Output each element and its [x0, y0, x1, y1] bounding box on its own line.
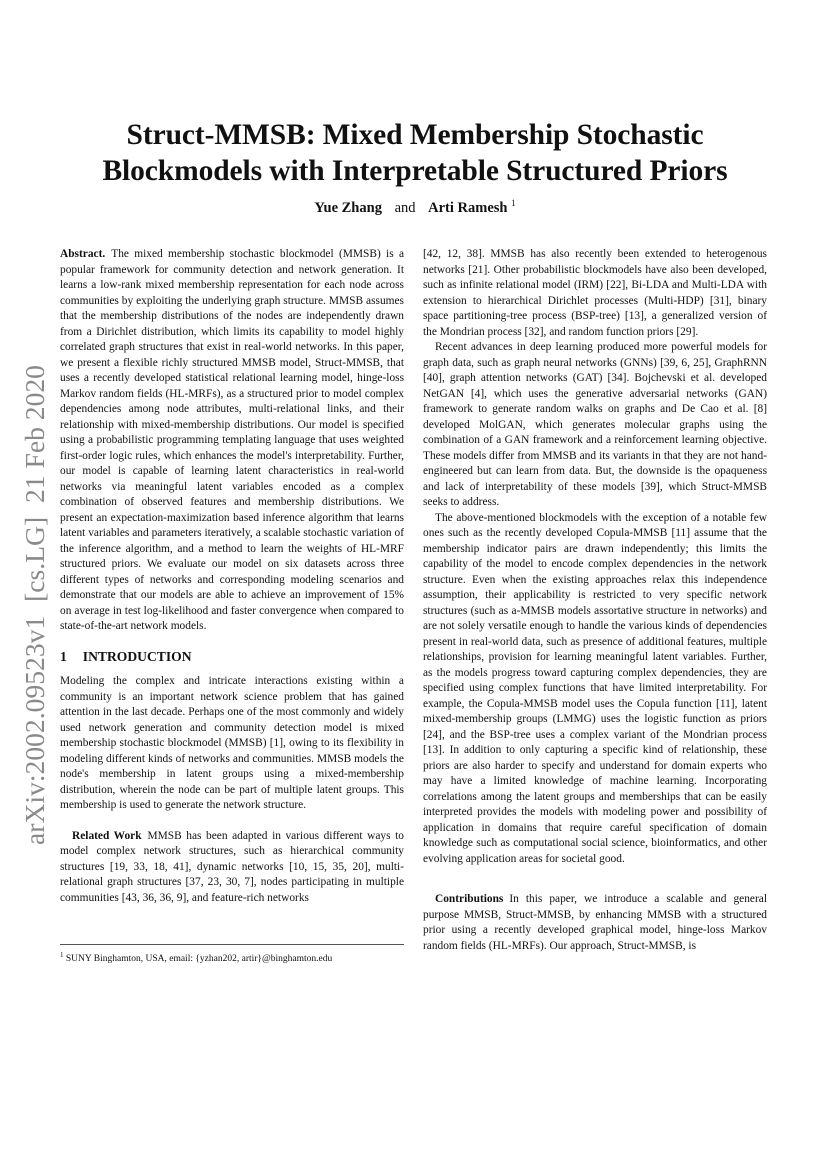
spacer: [60, 814, 404, 829]
footnote-mark: 1: [60, 951, 64, 959]
title-line-2: Blockmodels with Interpretable Structured Priors: [102, 155, 728, 187]
intro-paragraph-continued: [42, 12, 38]. MMSB has also recently been extended to heterogenous networks [21]. Other probabilistic blockmodels have also been developed, such as infinite relational model (IRM) [22], Bi-LDA and Multi-LDA with extension to hierarchical Dirichlet processes (Multi-HDP) [31], binary space partitioning-tree process (BSP-tree) [13], a generalized version of the Mondrian process [32], and random function priors [29].: [423, 248, 767, 338]
related-work-paragraph: [60, 829, 404, 907]
intro-paragraph-1: Modeling the complex and intricate interactions existing within a community is an important network science problem that has gained attention in the last decade. Perhaps one of the most commonly and widely used network generation and community detection model is mixed membership stochastic blockmodel (MMSB) [1], owing to its flexibility in modeling different kinds of networks and communities. MMSB models the node's membership in latent groups using a mixed-membership distribution, wherein the node can be part of multiple latent groups. This membership is used to generate the network structure.: [60, 675, 404, 811]
left-column: [60, 247, 404, 906]
spacer: [423, 867, 767, 892]
author-line: [60, 198, 770, 217]
author-conjunction: and: [394, 199, 416, 216]
right-column: [423, 247, 767, 954]
author-1: Yue Zhang: [314, 199, 382, 216]
abstract-text: The mixed membership stochastic blockmodel (MMSB) is a popular framework for community detection and network generation. It learns a low-rank mixed membership representation for each node across communities by exploiting the underlying graph structure. MMSB assumes that the membership distributions of the nodes are independently drawn from a Dirichlet distribution, which limits its capability to model highly correlated graph structures that exist in real-world networks. In this paper, we present a flexible richly structured MMSB model, Struct-MMSB, that uses a recently developed statistical relational learning model, hinge-loss Markov random fields (HL-MRFs), as a structured prior to model complex dependencies among node attributes, multi-relational links, and their relationship with mixed-membership distributions. Our model is specified using a probabilistic programming templating language that uses weighted first-order logic rules, which enhances the model's interpretability. Further, our model is capable of learning latent characteristics in real-world networks via meaningful latent variables encoded as a complex combination of observed features and membership distributions. We present an expectation-maximization based inference algorithm that learns latent variables and parameters iteratively, a scalable stochastic variation of the inference algorithm, and a method to learn the weights of HL-MRF structured priors. We evaluate our model on six datasets across three different types of networks and corresponding modeling scenarios and demonstrate that our models are able to achieve an improvement of 15% on average in test log-likelihood and faster convergence when compared to state-of-the-art network models.: [60, 248, 404, 632]
author-2-affiliation-mark: 1: [511, 198, 516, 208]
paper-title: [60, 117, 770, 189]
intro-paragraph-deep-learning: Recent advances in deep learning produced more powerful models for graph data, such as graph neural networks (GNNs) [39, 6, 25], GraphRNN [40], graph attention networks (GAT) [34]. Bojchevski et al. developed NetGAN [4], which uses the generative adversarial networks (GAN) framework to generate random walks on graphs and De Cao et al. [8] developed MolGAN, which generates molecular graphs using the combination of a GAN framework and a reinforcement learning objective. These models differ from MMSB and its variants in that they are not hand-engineered but can learn from data. But, the downside is the opaqueness and lack of interpretability of these models [39], which Struct-MMSB seeks to address.: [423, 341, 767, 508]
section-number: 1: [60, 648, 67, 664]
contributions-label: Contributions: [435, 893, 504, 905]
footnote: [60, 944, 404, 965]
abstract-label: Abstract.: [60, 248, 106, 260]
section-title: INTRODUCTION: [82, 648, 192, 664]
arxiv-stamp-text: arXiv:2002.09523v1 [cs.LG] 21 Feb 2020: [20, 375, 50, 845]
author-2: Arti Ramesh: [428, 199, 508, 216]
related-work-label: Related Work: [72, 829, 142, 842]
intro-paragraph-blockmodels: The above-mentioned blockmodels with the exception of a notable few ones such as the recently developed Copula-MMSB [11] assume that the membership indicator pairs are drawn independently; this limits the capability of the model to encode complex dependencies in the network structure. Even when the existing approaches relax this independence assumption, their applicability is restricted to very specific network structures (such as a-MMSB models assortative structure in networks) and are not solely versatile enough to handle the various kinds of dependencies present in real-world data, such as presence of additional features, multiple relationships, provision for learning meaningful latent variables. Further, as the models progress toward capturing complex dependencies, they are specified using complex functions that have limited interpretability. For example, the Copula-MMSB model uses the Copula function [11], latent mixed-membership groups (LMMG) uses the logistic function as priors [24], and the BSP-tree uses a complex variant of the Mondrian process [13]. In addition to only capturing a specific kind of relationship, these priors are also harder to specify and understand for domain experts who may have a limited knowledge of machine learning. Incorporating correlations among the latent groups and memberships that can be easily interpreted provides the models with modeling power and possibility of application in domains that require careful specification of domain knowledge such as computational social science, bioinformatics, and other evolving application areas for societal good.: [423, 511, 767, 865]
arxiv-stamp: [14, 365, 54, 845]
section-heading-introduction: [60, 649, 404, 665]
contributions-text: In this paper, we introduce a scalable and general purpose MMSB, Struct-MMSB, by enhancing MMSB with a structured prior using a recently developed graphical model, hinge-loss Markov random fields (HL-MRFs). Our approach, Struct-MMSB, is: [423, 893, 767, 952]
title-line-1: Struct-MMSB: Mixed Membership Stochastic: [126, 119, 704, 151]
related-work-text: MMSB has been adapted in various different ways to model complex network structures, such as hierarchical community structures [19, 33, 18, 41], dynamic networks [10, 15, 35, 20], multi-relational graph structures [37, 23, 30, 7], nodes participating in multiple communities [43, 36, 36, 9], and feature-rich networks: [60, 829, 404, 904]
contributions-paragraph: [423, 892, 767, 954]
footnote-text: SUNY Binghamton, USA, email: {yzhan202, artir}@binghamton.edu: [65, 954, 333, 965]
abstract: [60, 247, 404, 635]
